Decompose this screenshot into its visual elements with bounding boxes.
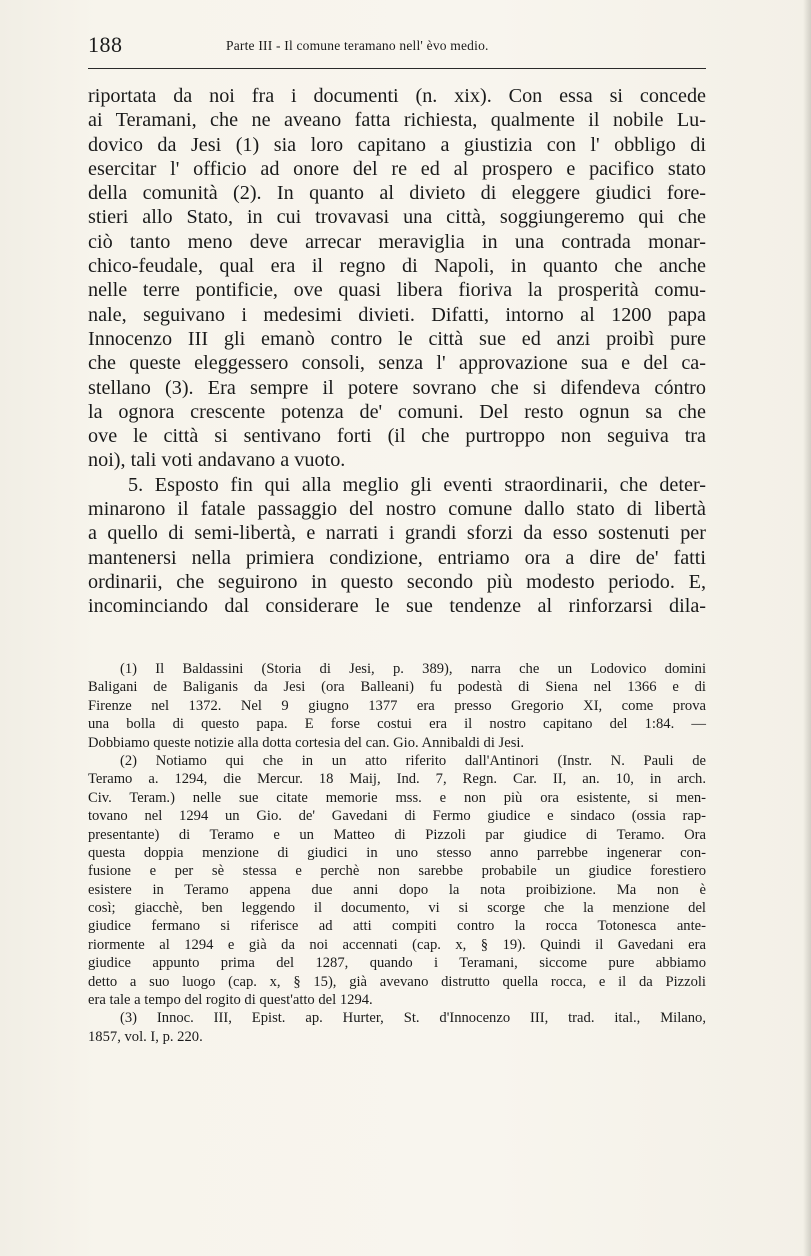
- text-line: riportata da noi fra i documenti (n. xix). Con essa si concede: [88, 85, 706, 107]
- text-line: che queste eleggessero consoli, senza l' approvazione sua e del ca-: [88, 352, 706, 375]
- text-line: ove le città si sentivano forti (il che purtroppo non seguiva tra: [88, 425, 706, 448]
- footnote-line: (3) Innoc. III, Epist. ap. Hurter, St. d'Innocenzo III, trad. ital., Milano,: [120, 1010, 706, 1027]
- footnote-line: era tale a tempo del rogito di quest'atto del 1294.: [88, 992, 373, 1009]
- text-line: ordinarii, che seguirono in questo secondo più modesto periodo. E,: [88, 570, 706, 593]
- text-line: 5. Esposto fin qui alla meglio gli eventi straordinarii, che deter-: [128, 473, 706, 496]
- header-rule: [88, 68, 706, 69]
- footnote-line: una bolla di questo papa. E forse costui era il nostro capitano del 1:84. —: [88, 716, 706, 733]
- text-line: nale, seguivano i medesimi divieti. Difatti, intorno al 1200 papa: [88, 303, 706, 326]
- text-line: incominciando dal considerare le sue tendenze al rinforzarsi dila-: [88, 595, 706, 618]
- text-line: esercitar l' officio ad onore del re ed al prospero e pacifico stato: [88, 157, 706, 180]
- text-line: minarono il fatale passaggio del nostro comune dallo stato di libertà: [88, 498, 706, 521]
- footnote-line: esistere in Teramo appena due anni dopo la nota proibizione. Ma non è: [88, 881, 706, 898]
- text-line: nelle terre pontificie, ove quasi libera fioriva la prosperità comu-: [88, 279, 706, 302]
- footnote-line: riormente al 1294 e già da noi accennati (cap. x, § 19). Quindi il Gavedani era: [88, 936, 706, 953]
- footnote-line: questa doppia menzione di giudici in uno stesso anno parrebbe ingenerar con-: [88, 844, 706, 861]
- footnotes: [88, 660, 706, 1046]
- page-header: [88, 28, 708, 68]
- footnote-line: Civ. Teram.) nelle sue citate memorie mss. e non più ora esistente, si men-: [88, 789, 706, 806]
- page-number: 188: [88, 32, 123, 57]
- text-line: Innocenzo III gli emanò contro le città sue ed anzi proibì pure: [88, 327, 706, 350]
- footnote-line: giudice appunto prima del 1287, quando i Teramani, siccome pure abbiamo: [88, 955, 706, 972]
- text-line: noi), tali voti andavano a vuoto.: [88, 449, 346, 472]
- text-line: della comunità (2). In quanto al divieto di eleggere giudici fore-: [88, 182, 706, 205]
- running-title: Parte III - Il comune teramano nell' èvo medio.: [226, 38, 489, 53]
- footnote-line: Firenze nel 1372. Nel 9 giugno 1377 era presso Gregorio XI, come prova: [88, 697, 706, 714]
- footnote-line: Baligani de Baliganis da Jesi (ora Balleani) fu podestà di Siena nel 1366 e di: [88, 679, 706, 696]
- footnote-line: tovano nel 1294 un Gio. de' Gavedani di Fermo giudice e sindaco (ossia rap-: [88, 808, 706, 825]
- footnote-line: (1) Il Baldassini (Storia di Jesi, p. 389), narra che un Lodovico domini: [120, 661, 706, 677]
- text-line: la ognora crescente potenza de' comuni. Del resto ognun sa che: [88, 400, 706, 423]
- text-line: ai Teramani, che ne aveano fatta richiesta, qualmente il nobile Lu-: [88, 109, 706, 132]
- text-line: stellano (3). Era sempre il potere sovrano che si difendeva cóntro: [88, 376, 706, 399]
- text-line: a quello di semi-libertà, e narrati i grandi sforzi da esso sostenuti per: [88, 522, 706, 545]
- footnote-line: fusione e per sè stessa e perchè non sarebbe probabile un giudice forestiero: [88, 863, 706, 880]
- footnote-line: Teramo a. 1294, die Mercur. 18 Maij, Ind. 7, Regn. Car. II, an. 10, in arch.: [88, 771, 706, 788]
- text-line: ciò tanto meno deve arrecar meraviglia in una contrada monar-: [88, 230, 706, 253]
- footnote-line: presentante) di Teramo e un Matteo di Pizzoli par giudice di Teramo. Ora: [88, 826, 706, 843]
- footnote-line: (2) Notiamo qui che in un atto riferito dall'Antinori (Instr. N. Pauli de: [120, 752, 706, 769]
- footnote-line: 1857, vol. I, p. 220.: [88, 1028, 203, 1045]
- page-edge-shadow: [803, 0, 811, 1256]
- text-line: dovico da Jesi (1) sia loro capitano a giustizia con l' obbligo di: [88, 133, 706, 156]
- main-text: [88, 84, 706, 619]
- text-line: mantenersi nella primiera condizione, entriamo ora a dire de' fatti: [88, 546, 706, 569]
- text-line: stieri allo Stato, in cui trovavasi una città, soggiungeremo qui che: [88, 206, 706, 229]
- footnote-line: Dobbiamo queste notizie alla dotta cortesia del can. Gio. Annibaldi di Jesi.: [88, 734, 525, 751]
- footnote-line: detto a suo luogo (cap. x, § 15), già avevano distrutto quella rocca, e il da Pizzoli: [88, 973, 706, 990]
- footnote-line: giudice fermano si riferisce ad atti compiti contro la rocca Totonesca ante-: [88, 918, 706, 935]
- footnote-line: così; giacchè, ben leggendo il documento, vi si scorge che la menzione del: [88, 900, 706, 917]
- text-line: chico-feudale, qual era il regno di Napoli, in quanto che anche: [88, 255, 706, 278]
